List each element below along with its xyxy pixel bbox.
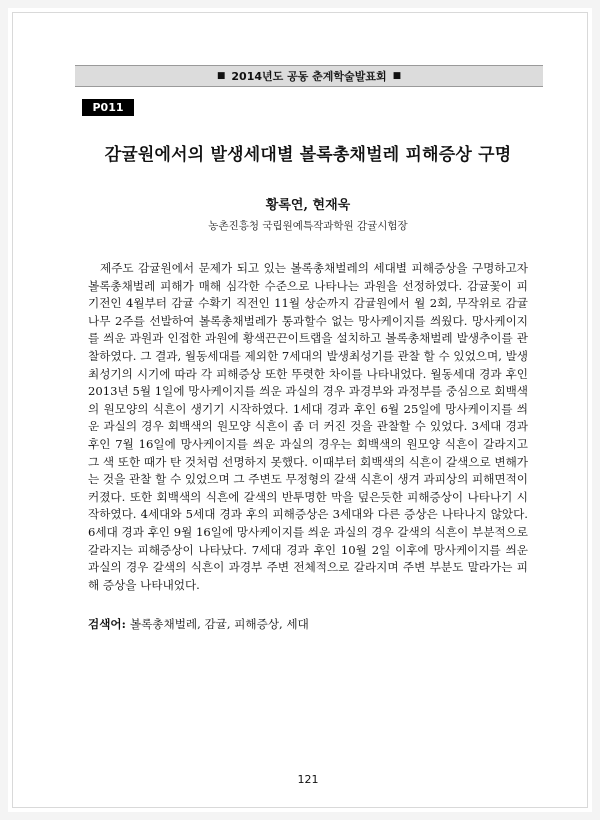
- keywords-line: [88, 616, 528, 632]
- header-marker-left: ■: [216, 71, 226, 81]
- document-page: [8, 8, 592, 812]
- header-text: 2014년도 공동 춘계학술발표회: [231, 70, 387, 83]
- paper-code-badge: P011: [82, 99, 134, 116]
- keywords-label: 검색어:: [88, 617, 126, 631]
- header-marker-right: ■: [392, 71, 402, 81]
- running-header: [75, 65, 543, 87]
- page-number: 121: [297, 773, 319, 786]
- paper-title: 감귤원에서의 발생세대별 볼록총채벌레 피해증상 구명: [104, 145, 512, 165]
- keywords-values: 볼록총채벌레, 감귤, 피해증상, 세대: [129, 617, 309, 631]
- paper-authors: 황록연, 현재욱: [265, 198, 351, 213]
- paper-affiliation: 농촌진흥청 국립원예특작과학원 감귤시험장: [208, 220, 408, 232]
- abstract-body: 제주도 감귤원에서 문제가 되고 있는 볼록총채벌레의 세대별 피해증상을 구명하고자 볼록총채벌레 피해가 매해 심각한 수준으로 나타나는 과원을 선정하였다. 감귤꽃이 피기전인 4월부터 감귤 수확기 직전인 11월 상순까지 감귤원에서 월 2회, 무작위로 감귤나무 2주를 선발하여 볼록총채벌레가 통과할수 없는 망사케이지를 씌웠다. 망사케이지를 씌운 과원과 인접한 과원에 황색끈끈이트랩을 설치하고 볼록총채벌레 발생추이를 관찰하였다. 그 결과, 월동세대를 제외한 7세대의 발생최성기를 관찰 할 수 있었으며, 발생최성기의 시기에 따라 각 피해증상 또한 뚜렷한 차이를 나타내었다. 월동세대 경과 후인 2013년 5월 1일에 망사케이지를 씌운 과실의 경우 과경부와 과정부를 중심으로 회백색의 원모양의 식흔이 생기기 시작하였다. 1세대 경과 후인 6월 25일에 망사케이지를 씌운 과실의 경우 회백색의 원모양 식흔이 좀 더 커진 것을 관찰할 수 있었다. 3세대 경과 후인 7월 16일에 망사케이지를 씌운 과실의 경우는 회백색의 원모양 식흔이 갈라지고 그 색 또한 때가 탄 것처럼 선명하지 못했다. 이때부터 회백색의 식흔이 갈색으로 변해가는 것을 관찰 할 수 있었으며 그 주변도 무정형의 갈색 식흔이 생겨 과피상의 피해면적이 커졌다. 또한 회백색의 식흔에 갈색의 반투명한 막을 덮은듯한 피해증상이 나타나기 시작하였다. 4세대와 5세대 경과 후의 피해증상은 3세대와 다른 증상은 나타나지 않았다. 6세대 경과 후인 9월 16일에 망사케이지를 씌운 과실의 경우 갈색의 식흔이 부분적으로 갈라지는 피해증상이 나타났다. 7세대 경과 후인 10월 2일 이후에 망사케이지를 씌운 과실의 경우 갈색의 식흔이 과경부 주변 전체적으로 갈라지며 주변 부분도 말라가는 피해 증상을 나타내었다.: [88, 261, 528, 592]
